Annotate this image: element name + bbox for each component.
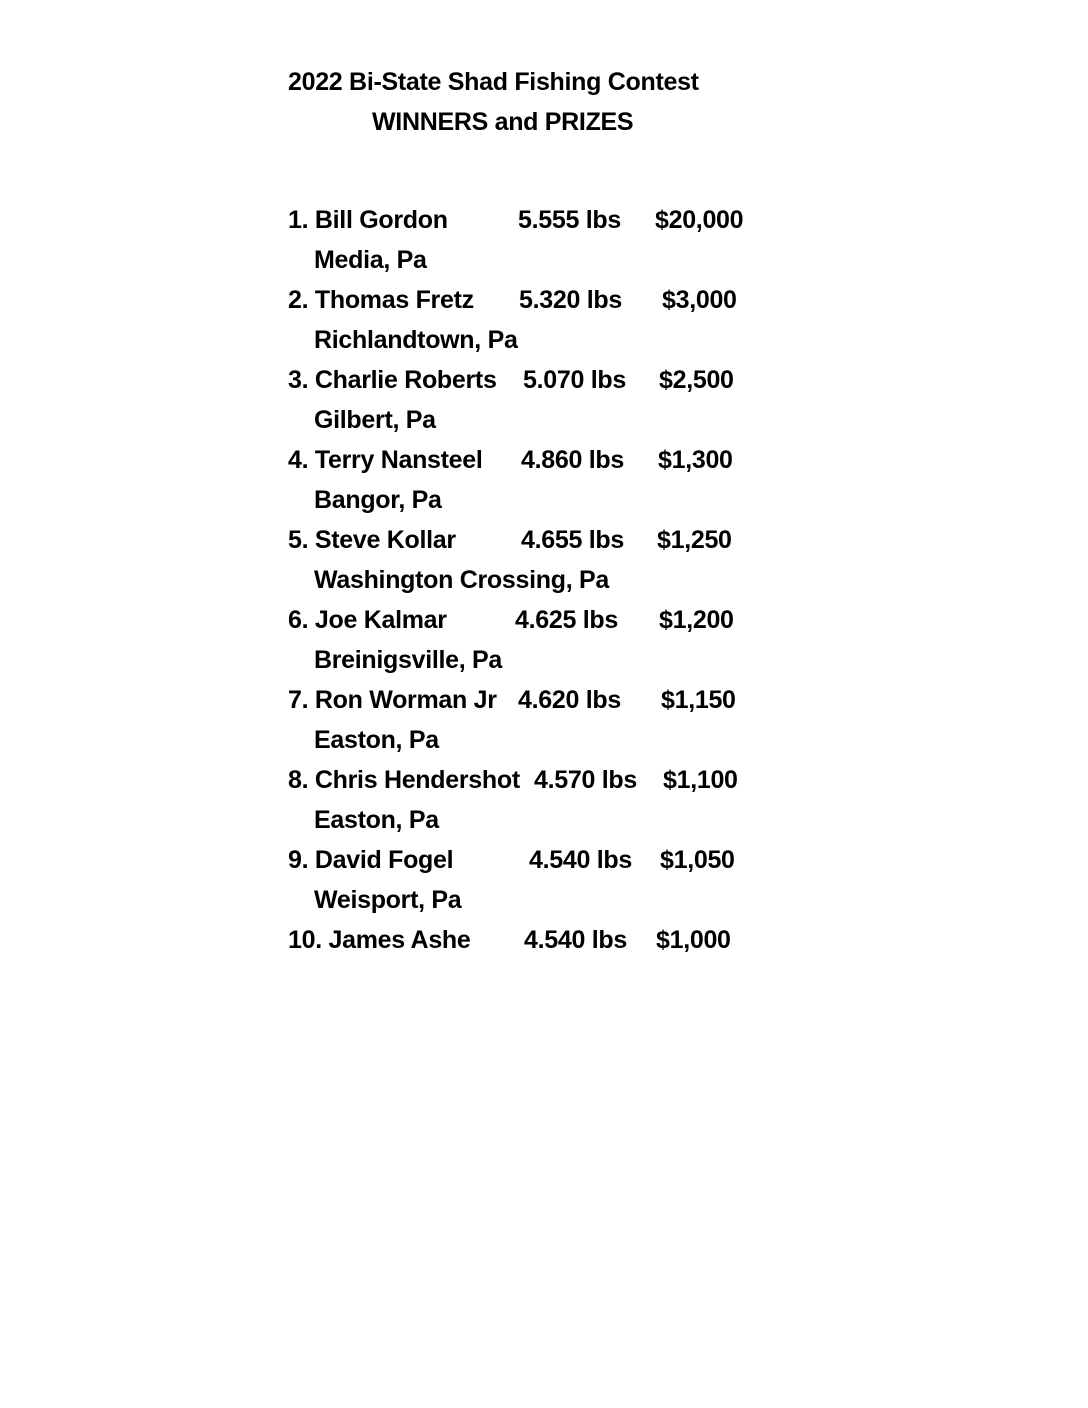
winner-city: Washington Crossing, Pa xyxy=(314,566,609,594)
winner-weight: 4.540 lbs xyxy=(524,926,627,954)
winner-name: 7. Ron Worman Jr xyxy=(288,686,497,714)
winner-entry xyxy=(288,764,768,844)
winner-weight: 4.570 lbs xyxy=(534,766,637,794)
winner-weight: 5.070 lbs xyxy=(523,366,626,394)
winner-city: Breinigsville, Pa xyxy=(314,646,503,674)
winners-list xyxy=(288,204,768,1004)
winner-name: 3. Charlie Roberts xyxy=(288,366,497,394)
winner-prize: $1,050 xyxy=(660,846,735,874)
winner-city: Easton, Pa xyxy=(314,806,439,834)
winner-entry xyxy=(288,924,768,1004)
winner-prize: $3,000 xyxy=(662,286,737,314)
winner-name: 5. Steve Kollar xyxy=(288,526,456,554)
winner-prize: $1,300 xyxy=(658,446,733,474)
winner-name: 10. James Ashe xyxy=(288,926,471,954)
winner-entry xyxy=(288,604,768,684)
winner-prize: $1,000 xyxy=(656,926,731,954)
winner-weight: 5.320 lbs xyxy=(519,286,622,314)
winner-entry xyxy=(288,444,768,524)
winner-prize: $1,150 xyxy=(661,686,736,714)
winner-city: Bangor, Pa xyxy=(314,486,442,514)
winner-weight: 4.540 lbs xyxy=(529,846,632,874)
winner-name: 2. Thomas Fretz xyxy=(288,286,474,314)
winner-name: 6. Joe Kalmar xyxy=(288,606,447,634)
winner-entry xyxy=(288,524,768,604)
winner-weight: 5.555 lbs xyxy=(518,206,621,234)
winner-name: 9. David Fogel xyxy=(288,846,454,874)
winner-name: 8. Chris Hendershot xyxy=(288,766,520,794)
winner-city: Easton, Pa xyxy=(314,726,439,754)
winner-entry xyxy=(288,844,768,924)
winner-city: Gilbert, Pa xyxy=(314,406,436,434)
winner-city: Richlandtown, Pa xyxy=(314,326,518,354)
winner-city: Media, Pa xyxy=(314,246,427,274)
winner-weight: 4.620 lbs xyxy=(518,686,621,714)
winner-name: 1. Bill Gordon xyxy=(288,206,448,234)
winner-entry xyxy=(288,284,768,364)
winner-weight: 4.655 lbs xyxy=(521,526,624,554)
winner-prize: $2,500 xyxy=(659,366,734,394)
winner-weight: 4.625 lbs xyxy=(515,606,618,634)
winner-prize: $1,200 xyxy=(659,606,734,634)
winner-prize: $1,250 xyxy=(657,526,732,554)
winner-entry xyxy=(288,684,768,764)
winner-prize: $20,000 xyxy=(655,206,744,234)
winner-entry xyxy=(288,204,768,284)
winner-city: Weisport, Pa xyxy=(314,886,462,914)
page-subtitle: WINNERS and PRIZES xyxy=(372,108,634,136)
winner-prize: $1,100 xyxy=(663,766,738,794)
page-title: 2022 Bi-State Shad Fishing Contest xyxy=(288,68,699,96)
winner-entry xyxy=(288,364,768,444)
winner-name: 4. Terry Nansteel xyxy=(288,446,483,474)
winner-weight: 4.860 lbs xyxy=(521,446,624,474)
